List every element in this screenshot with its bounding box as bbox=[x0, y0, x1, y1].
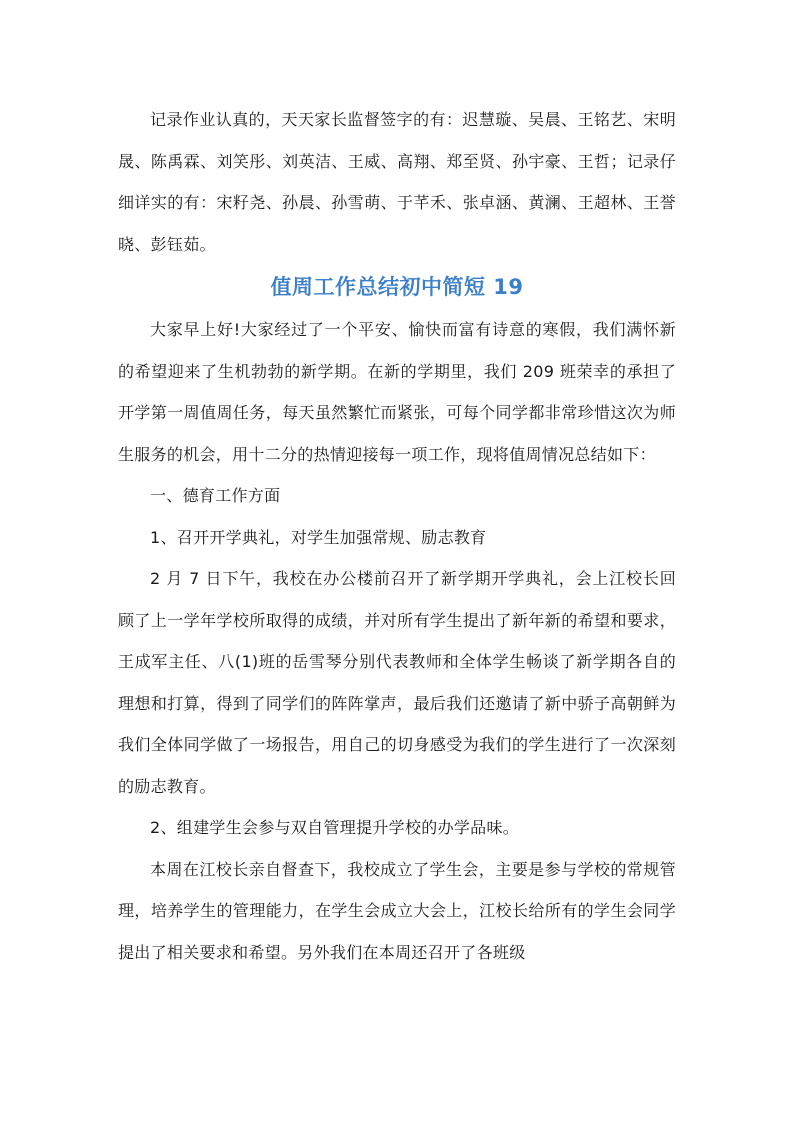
intro-paragraph: 记录作业认真的，天天家长监督签字的有：迟慧璇、吴晨、王铭艺、宋明晟、陈禹霖、刘笑彤、刘英洁、王威、高翔、郑至贤、孙宇豪、王哲；记录仔细详实的有：宋籽尧、孙晨、孙雪萌、于芊禾、张卓涵、黄澜、王超林、王誉晓、彭钰茹。 bbox=[118, 110, 676, 254]
heading-moral-education: 一、德育工作方面 bbox=[150, 486, 281, 505]
subheading-student-union: 2、组建学生会参与双自管理提升学校的办学品味。 bbox=[150, 818, 520, 837]
body-paragraph-student-union: 本周在江校长亲自督查下，我校成立了学生会，主要是参与学校的常规管理，培养学生的管理能力，在学生会成立大会上，江校长给所有的学生会同学提出了相关要求和希望。另外我们在本周还召开了各班级 bbox=[118, 859, 676, 962]
subheading-opening-ceremony: 1、召开开学典礼，对学生加强常规、励志教育 bbox=[150, 527, 487, 547]
document-body bbox=[118, 99, 676, 973]
body-paragraph-ceremony: 2 月 7 日下午，我校在办公楼前召开了新学期开学典礼，会上江校长回顾了上一学年学校所取得的成绩，并对所有学生提出了新年新的希望和要求，王成军主任、八(1)班的岳雪琴分别代表教师和全体学生畅谈了新学期各自的理想和打算，得到了同学们的阵阵掌声，最后我们还邀请了新中骄子高朝鲜为我们全体同学做了一场报告，用自己的切身感受为我们的学生进行了一次深刻的励志教育。 bbox=[118, 569, 676, 796]
section-title: 值周工作总结初中简短 19 bbox=[270, 275, 524, 299]
body-paragraph-1: 大家早上好!大家经过了一个平安、愉快而富有诗意的寒假，我们满怀新的希望迎来了生机勃勃的新学期。在新的学期里，我们 209 班荣幸的承担了开学第一周值周任务，每天虽然繁忙而紧张，可每个同学都非常珍惜这次为师生服务的机会，用十二分的热情迎接每一项工作，现将值周情况总结如下： bbox=[118, 320, 676, 464]
